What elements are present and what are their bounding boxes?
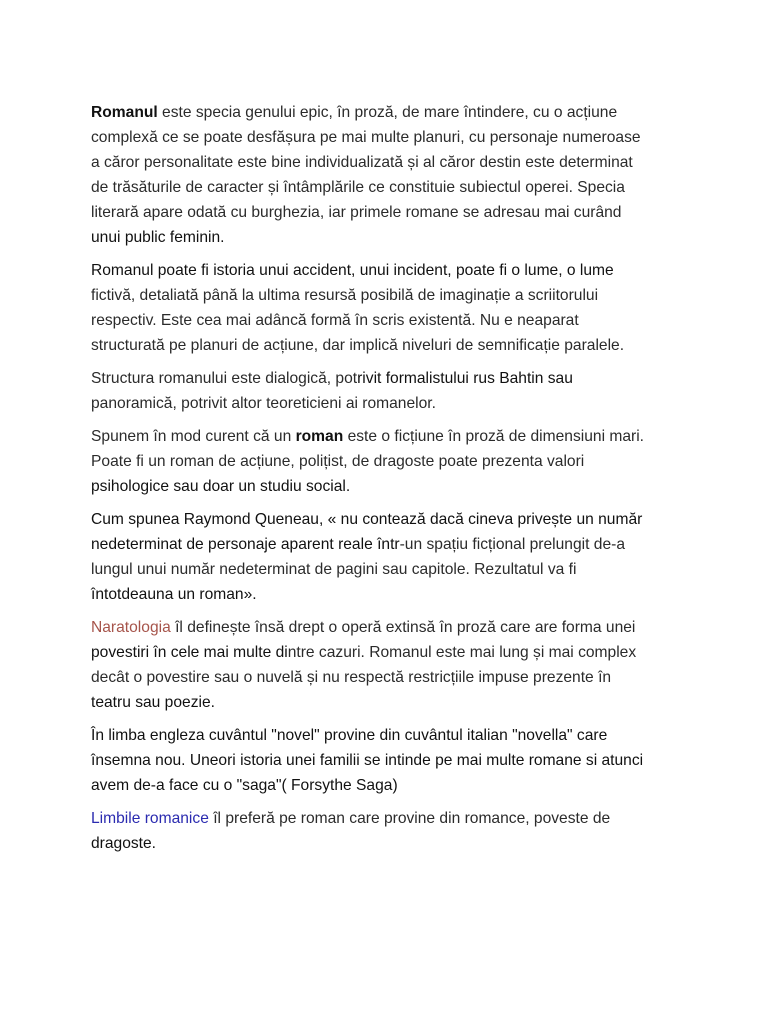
paragraph-7-text: În limba engleza cuvântul "novel" provine din cuvântul italian "novella" care însemna nou. Uneori istoria unei familii se intinde pe mai multe romane si atunci avem de-a face cu o "saga"( Forsythe Saga) — [91, 727, 644, 794]
paragraph-6-text: îl definește însă drept o operă extinsă în proză care are forma unei — [170, 619, 636, 636]
term-romanul: Romanul — [91, 104, 158, 121]
link-naratologia[interactable]: Naratologia — [91, 619, 171, 636]
paragraph-5 — [91, 507, 651, 607]
paragraph-1-tail: unui public feminin. — [91, 229, 225, 246]
paragraph-1 — [91, 100, 651, 250]
paragraph-3 — [91, 366, 651, 416]
paragraph-5-mid: nedeterminat de personaje aparent reale într — [91, 536, 400, 553]
paragraph-2 — [91, 258, 651, 358]
paragraph-4-text: este o ficțiune în proză de dimensiuni mari. Poate fi un roman de acțiune, polițist, de dragoste poate prezenta valori — [91, 428, 645, 470]
paragraph-8 — [91, 806, 651, 856]
link-limbile-romanice[interactable]: Limbile romanice — [91, 810, 209, 827]
paragraph-3-mid: rivit formalistului rus Bahtin sau — [357, 370, 573, 387]
paragraph-2-text: fictivă, detaliată până la ultima resursă posibilă de imaginație a scriitorului respectiv. Este cea mai adâncă formă în scris existentă. Nu e neaparat structurată pe planuri de acțiune, dar implică niveluri de semnificație paralele. — [91, 287, 625, 354]
paragraph-1-text: este specia genului epic, în proză, de mare întindere, cu o acțiune complexă ce se poate desfășura pe mai multe planuri, cu personaje numeroase a căror personalitate este bine individualizată și al căror destin este determinat de trăsăturile de caracter și întâmplările ce constituie subiectul operei. Specia literară apare odată cu burghezia, iar primele romane se adresau mai curând — [91, 104, 641, 221]
paragraph-4-tail: psihologice sau doar un studiu social. — [91, 478, 351, 495]
term-roman: roman — [295, 428, 344, 445]
paragraph-3-lead: Structura romanului este dialogică, pot — [91, 370, 358, 387]
paragraph-2-lead: Romanul poate fi istoria unui accident, unui incident, poate fi o lume, o lume — [91, 262, 614, 279]
paragraph-6-text-2: ntre cazuri. Romanul este mai lung și mai complex decât o povestire sau o nuvelă și nu respectă restricțiile impuse prezente în — [91, 644, 637, 686]
paragraph-4-lead: Spunem în mod curent că un — [91, 428, 296, 445]
paragraph-6-tail: teatru sau poezie. — [91, 694, 215, 711]
paragraph-6 — [91, 615, 651, 715]
paragraph-8-text: îl preferă pe roman care provine din romance, poveste de — [208, 810, 611, 827]
paragraph-8-tail: dragoste. — [91, 835, 157, 852]
paragraph-3-text: panoramică, potrivit altor teoreticieni ai romanelor. — [91, 395, 436, 412]
paragraph-4 — [91, 424, 651, 499]
paragraph-6-mid: povestiri în cele mai multe di — [91, 644, 288, 661]
paragraph-5-lead: Cum spunea Raymond Queneau, « nu contează dacă cineva privește un număr — [91, 511, 643, 528]
paragraph-5-text: -un spațiu ficțional prelungit de-a lungul unui număr nedeterminat de pagini sau capitole. Rezultatul va fi — [91, 536, 625, 578]
paragraph-5-tail: întotdeauna un roman». — [91, 586, 257, 603]
paragraph-7 — [91, 723, 651, 798]
document-body — [91, 100, 651, 864]
